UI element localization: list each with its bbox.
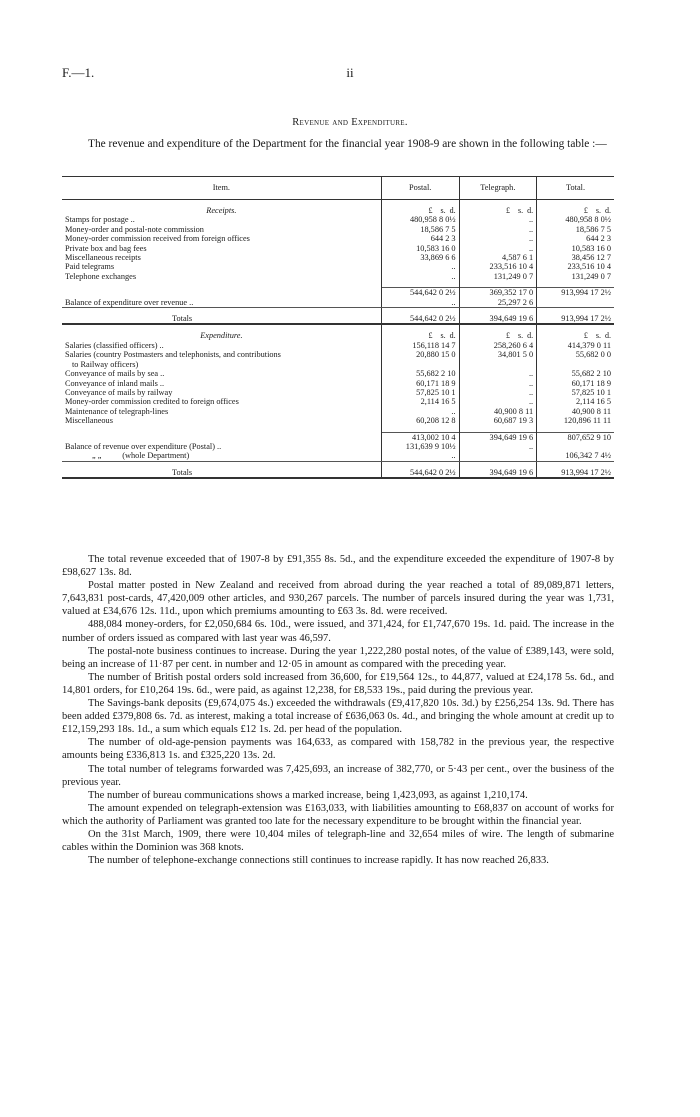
table-row: Money-order and postal-note commission 18,586 7 5 .. 18,586 7 5 [62,225,614,234]
lsd-header: £ s. d. [537,331,614,340]
intro-paragraph [62,138,614,151]
paragraph: The number of British postal orders sold increased from 36,600, for £19,564 12s., to 44,877, valued at £24,178 5s. 6d., and 14,801 orders, for £10,264 19s. 6d., were paid, as against 12,238, for £8,533 19s., paid during the previous year. [62,671,614,696]
table-row [62,331,614,340]
table-row: Money-order commission credited to foreign offices 2,114 16 5 .. 2,114 16 5 [62,397,614,406]
paragraph: The amount expended on telegraph-extension was £163,033, with liabilities amounting to £68,837 on account of works for which the authority of Parliament was granted too late for the necessary expenditure to be brought within the financial year. [62,802,614,827]
lsd-header: £ s. d. [381,331,459,340]
paragraph: The total revenue exceeded that of 1907-8 by £91,355 8s. 5d., and the expenditure exceeded the expenditure of 1907-8 by £98,627 13s. 8d. [62,554,614,579]
table-row: Conveyance of inland mails .. 60,171 18 9 .. 60,171 18 9 [62,379,614,388]
paragraph: The number of telephone-exchange connections still continues to increase rapidly. It has now reached 26,833. [88,855,549,867]
expenditure-balance-dept-row: „ „ (whole Department) .. 106,342 7 4½ [62,451,614,461]
lsd-header: £ s. d. [537,206,614,215]
intro-text: The revenue and expenditure of the Department for the financial year 1908-9 are shown in the following table :— [88,138,607,150]
paragraph: The total number of telegrams forwarded was 7,425,693, an increase of 382,770, or 5·43 per cent., over the business of the previous year. [62,763,614,788]
table-row: Miscellaneous 60,208 12 8 60,687 19 3 120,896 11 11 [62,416,614,425]
table-row: Maintenance of telegraph-lines .. 40,900 8 11 40,900 8 11 [62,407,614,416]
receipts-balance-row: Balance of expenditure over revenue .. .. 25,297 2 6 [62,298,614,308]
paragraph: 488,084 money-orders, for £2,050,684 6s. 10d., were issued, and 371,424, for £1,747,670 19s. 1d. paid. The increase in the number of orders issued as compared with last year was 46,597. [62,619,614,644]
lsd-header: £ s. d. [381,206,459,215]
table-row: Conveyance of mails by sea .. 55,682 2 10 .. 55,682 2 10 [62,369,614,378]
ditto-marks: „ „ [92,451,102,461]
paragraph: The Savings-bank deposits (£9,674,075 4s.) exceeded the withdrawals (£9,417,820 10s. 3d.) by £256,254 13s. 9d. There has been added £379,808 6s. 7d. as interest, making a total increase of £636,063 0s. 4d., and bringing the whole amount at credit up to £12,159,293 18s. 1d., a sum which equals £12 1s. 2d. per head of the population. [62,698,614,736]
lsd-header: £ s. d. [459,206,537,215]
column-header-item: Item. [62,177,381,200]
page-number: ii [346,65,354,80]
table-header-row [62,177,614,200]
table-row: Stamps for postage .. 480,958 8 0½ .. 480,958 8 0½ [62,215,614,224]
revenue-expenditure-table [62,176,614,479]
receipts-subtotal-row: 544,642 0 2½ 369,352 17 0 913,994 17 2½ [62,288,614,298]
lsd-header: £ s. d. [459,331,537,340]
table-row: Private box and bag fees 10,583 16 0 .. 10,583 16 0 [62,244,614,253]
table-row: to Railway officers) [62,360,614,369]
receipts-totals-row: Totals 544,642 0 2½ 394,649 19 6 913,994 17 2½ [62,314,614,324]
table-row: Salaries (country Postmasters and telephonists, and contributions 20,880 15 0 34,801 5 0 55,682 0 0 [62,350,614,359]
body-text [62,553,614,867]
receipts-heading: Receipts. [206,206,237,215]
table-row [62,206,614,215]
column-header-telegraph: Telegraph. [459,177,537,200]
column-header-total: Total. [537,177,614,200]
paragraph: Postal matter posted in New Zealand and received from abroad during the year reached a total of 89,089,871 letters, 7,643,831 post-cards, 47,420,009 other articles, and 930,267 parcels. The number of parcels insured during the year was 1,731, valued at £34,676 12s. 11d., upon which premiums amounting to £63 3s. 8d. were received. [62,580,614,618]
expenditure-subtotal-row: 413,002 10 4 394,649 19 6 807,652 9 10 [62,432,614,442]
column-header-postal: Postal. [381,177,459,200]
table-row: Conveyance of mails by railway 57,825 10 1 .. 57,825 10 1 [62,388,614,397]
paragraph: On the 31st March, 1909, there were 10,404 miles of telegraph-line and 32,654 miles of wire. The length of submarine cables within the Dominion was 368 knots. [62,828,614,854]
section-title: Revenue and Expenditure. [292,117,408,128]
table-row: Salaries (classified officers) .. 156,118 14 7 258,260 6 4 414,379 0 11 [62,341,614,350]
table-row: Miscellaneous receipts 33,869 6 6 4,587 6 1 38,456 12 7 [62,253,614,262]
expenditure-totals-row: Totals 544,642 0 2½ 394,649 19 6 913,994 17 2½ [62,468,614,478]
paragraph: The number of old-age-pension payments was 164,633, as compared with 158,782 in the previous year, the respective amounts being £336,813 1s. and £325,220 13s. 2d. [62,737,614,762]
table-row: Money-order commission received from foreign offices 644 2 3 .. 644 2 3 [62,234,614,243]
expenditure-balance-postal-row: Balance of revenue over expenditure (Postal) .. 131,639 9 10½ .. [62,442,614,451]
table-row: Paid telegrams .. 233,516 10 4 233,516 10 4 [62,262,614,271]
paragraph: The postal-note business continues to increase. During the year 1,222,280 postal notes, of the value of £389,143, were sold, being an increase of 11·87 per cent. in number and 12·05 in amount as compared with the preceding year. [62,645,614,670]
table-row: Telephone exchanges .. 131,249 0 7 131,249 0 7 [62,272,614,281]
paragraph: The number of bureau communications shows a marked increase, being 1,423,093, as against 1,210,174. [88,789,528,801]
expenditure-heading: Expenditure. [200,331,243,341]
document-reference: F.—1. [62,65,95,80]
